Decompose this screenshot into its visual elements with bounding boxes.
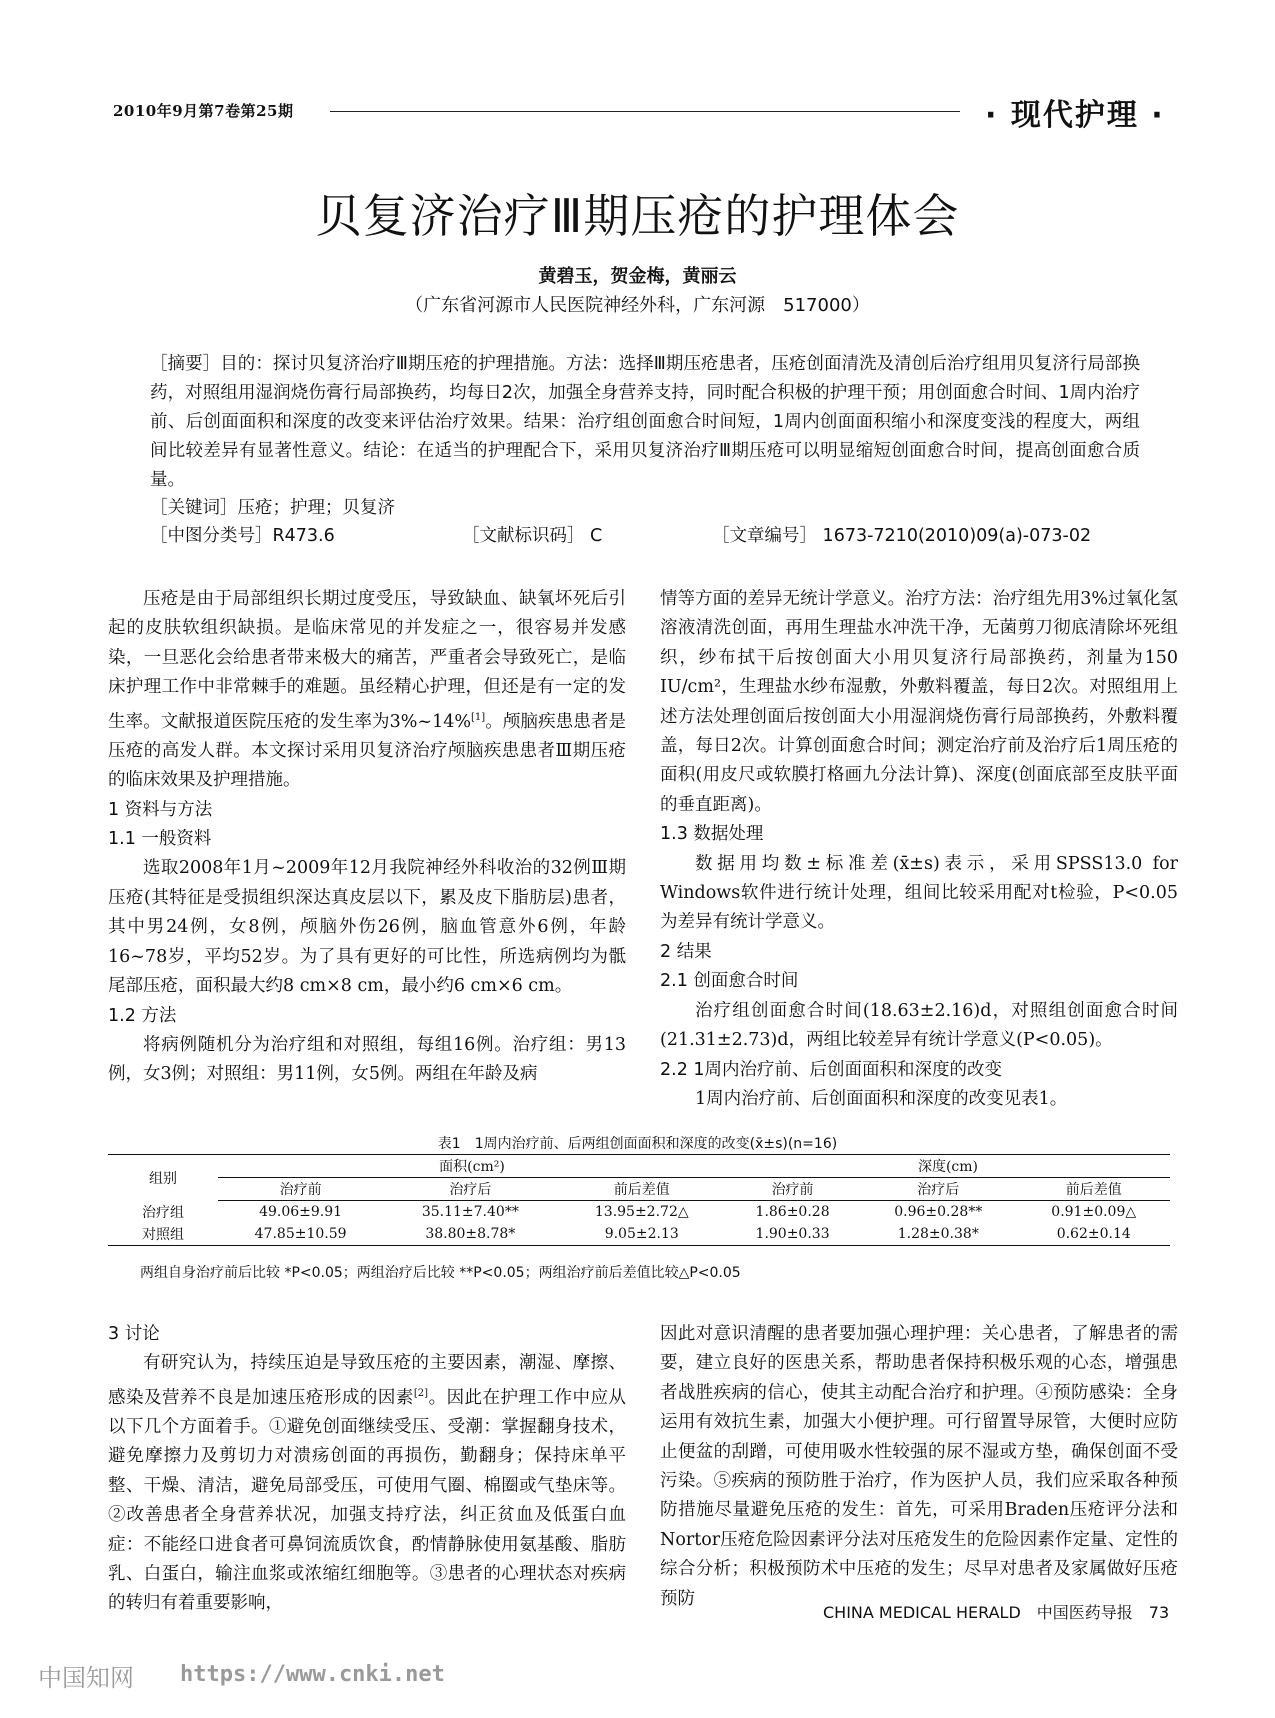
table-cell-group: 治疗组 [142,1204,184,1221]
table-row [108,1201,1170,1224]
paragraph-2-2: 1周内治疗前、后创面面积和深度的改变见表1。 [695,1088,1068,1109]
journal-name: · 现代护理 · [985,98,1165,133]
discussion-text: 有研究认为，持续压迫是导致压疮的主要因素，潮湿、摩擦、感染及营养不良是加速压疮形成的因素 [108,1353,626,1408]
table-cell: 13.95±2.72△ [594,1204,689,1220]
table-subheader: 治疗前 [218,1178,383,1201]
footer-journal-page: CHINA MEDICAL HERALD 中国医药导报 73 [823,1603,1170,1622]
table-cell: 0.96±0.28** [894,1204,983,1220]
table-header-area: 面积(cm²) [218,1155,726,1178]
paragraph-1-1: 选取2008年1月~2009年12月我院神经外科收治的32例Ⅲ期压疮(其特征是受损组织深达真皮层以下，累及皮下脂肪层)患者，其中男24例，女8例，颅脑外伤26例，脑血管意外6例，年龄16~78岁，平均52岁。为了具有更好的可比性，所选病例均为骶尾部压疮，面积最大约8 cm×8 cm，最小约6 cm×6 cm。 [108,858,626,997]
abstract: ［摘要］目的：探讨贝复济治疗Ⅲ期压疮的护理措施。方法：选择Ⅲ期压疮患者，压疮创面清洗及清创后治疗组用贝复济行局部换药，对照组用湿润烧伤膏行局部换药，均每日2次，加强全身营养支持，同时配合积极的护理干预；用创面愈合时间、1周内治疗前、后创面面积和深度的改变来评估治疗效果。结果：治疗组创面愈合时间短，1周内创面面积缩小和深度变浅的程度大，两组间比较差异有显著性意义。结论：在适当的护理配合下，采用贝复济治疗Ⅲ期压疮可以明显缩短创面愈合时间，提高创面愈合质量。 [150,354,1140,490]
cnki-watermark: 中国知网 [38,1664,134,1692]
issue-info: 2010年9月第7卷第25期 [113,102,294,120]
paragraph-1-2-cont: 情等方面的差异无统计学意义。治疗方法：治疗组先用3%过氧化氢溶液清洗创面，再用生理盐水冲洗干净，无菌剪刀彻底清除坏死组织，纱布拭干后按创面大小用贝复济行局部换药，剂量为150 IU/cm²，生理盐水纱布湿敷，外敷料覆盖，每日2次。对照组用上述方法处理创面后按创面大小用湿润烧伤膏行局部换药，外敷料覆盖，每日2次。计算创面愈合时间；测定治疗前及治疗后1周压疮的面积(用皮尺或软膜打格画九分法计算)、深度(创面底部至皮肤平面的垂直距离)。 [660,589,1178,815]
section-heading-3: 3 讨论 [108,1324,160,1344]
subsection-heading-1-2: 1.2 方法 [108,1005,177,1026]
subsection-heading-1-3: 1.3 数据处理 [660,824,764,845]
table-subheader: 前后差值 [1017,1178,1170,1201]
intro-text: 压疮是由于局部组织长期过度受压，导致缺血、缺氧坏死后引起的皮肤软组织缺损。是临床常见的并发症之一，很容易并发感染，一旦恶化会给患者带来极大的痛苦，严重者会导致死亡，是临床护理工作中非常棘手的难题。虽经精心护理，但还是有一定的发生率。文献报道医院压疮的发生率为3%~14% [108,589,626,732]
document-code: ［文献标识码］ C [462,526,603,546]
table-subheader: 治疗后 [383,1178,557,1201]
discussion-text-tail: 。因此在护理工作中应从以下几个方面着手。①避免创面继续受压、受潮：掌握翻身技术，避免摩擦力及剪切力对溃疡创面的再损伤，勤翻身；保持床单平整、干燥、清洁，避免局部受压，可使用气圈、棉圈或气垫床等。②改善患者全身营养状况，加强支持疗法，纠正贫血及低蛋白血症：不能经口进食者可鼻饲流质饮食，酌情静脉使用氨基酸、脂肪乳、白蛋白，输注血浆或浓缩红细胞等。③患者的心理状态对疾病的转归有着重要影响， [108,1387,627,1614]
table-subheader: 前后差值 [558,1178,727,1201]
table-cell: 49.06±9.91 [259,1204,343,1220]
paragraph-1-2: 将病例随机分为治疗组和对照组，每组16例。治疗组：男13例，女3例；对照组：男11例，女5例。两组在年龄及病 [108,1034,626,1085]
intro-paragraph [108,585,626,796]
table-caption: 表1 1周内治疗前、后两组创面面积和深度的改变(x̄±s)(n=16) [437,1136,838,1152]
citation-ref-1: [1] [471,711,486,723]
table-cell: 0.62±0.14 [1017,1223,1170,1246]
table-cell: 1.28±0.38* [859,1223,1017,1246]
clc-number: ［中图分类号］R473.6 [150,526,335,546]
table-cell: 47.85±10.59 [218,1223,383,1246]
paragraph-1-3: 数据用均数±标准差(x̄±s)表示，采用SPSS13.0 for Windows软件进行统计处理，组间比较采用配对t检验，P<0.05为差异有统计学意义。 [660,853,1178,933]
subsection-heading-1-1: 1.1 一般资料 [108,829,212,850]
intro-text-tail: 。颅脑疾患患者是压疮的高发人群。本文探讨采用贝复济治疗颅脑疾患患者Ⅲ期压疮的临床效果及护理措施。 [108,711,627,791]
paragraph-2-1: 治疗组创面愈合时间(18.63±2.16)d，对照组创面愈合时间(21.31±2.73)d，两组比较差异有统计学意义(P<0.05)。 [660,1000,1178,1051]
citation-ref-2: [2] [413,1387,429,1399]
section-heading-2: 2 结果 [660,941,712,962]
table-header-depth: 深度(cm) [726,1155,1170,1178]
table-cell: 0.91±0.09△ [1051,1204,1137,1220]
body-right-column [660,585,1178,1114]
cnki-watermark-url: https://www.cnki.net [180,1662,445,1687]
table-subheader: 治疗后 [859,1178,1017,1201]
table-note: 两组自身治疗前后比较 *P<0.05；两组治疗后比较 **P<0.05；两组治疗前后差值比较△P<0.05 [140,1265,741,1281]
table-row [108,1223,1170,1246]
table-cell: 35.11±7.40** [421,1204,519,1220]
table-subheader: 治疗前 [726,1178,859,1201]
table-cell: 9.05±2.13 [558,1223,727,1246]
section-heading-1: 1 资料与方法 [108,799,213,820]
article-authors: 黄碧玉，贺金梅，黄丽云 [538,266,737,287]
body-left-column [108,585,626,1090]
subsection-heading-2-1: 2.1 创面愈合时间 [660,971,799,992]
keywords: ［关键词］压疮；护理；贝复济 [150,498,395,518]
article-number: ［文章编号］ 1673-7210(2010)09(a)-073-02 [712,526,1092,546]
table-cell: 1.90±0.33 [726,1223,859,1246]
discussion-paragraph-cont: 因此对意识清醒的患者要加强心理护理：关心患者，了解患者的需要，建立良好的医患关系，帮助患者保持积极乐观的心态，增强患者战胜疾病的信心，使其主动配合治疗和护理。④预防感染：全身运用有效抗生素，加强大小便护理。可行留置导尿管，大便时应防止便盆的刮蹭，可使用吸水性较强的尿不湿或方垫，确保创面不受污染。⑤疾病的预防胜于治疗，作为医护人员，我们应采取各种预防措施尽量避免压疮的发生：首先，可采用Braden压疮评分法和Nortor压疮危险因素评分法对压疮发生的危险因素作定量、定性的综合分析；积极预防术中压疮的发生；尽早对患者及家属做好压疮预防 [660,1324,1178,1609]
table-header-group: 组别 [108,1155,218,1201]
results-table [108,1154,1170,1246]
subsection-heading-2-2: 2.2 1周内治疗前、后创面面积和深度的改变 [660,1059,1003,1080]
article-affiliation: （广东省河源市人民医院神经外科，广东河源 517000） [405,295,870,316]
discussion-paragraph [108,1349,626,1618]
table-cell-group: 对照组 [108,1223,218,1246]
table-cell: 38.80±8.78* [383,1223,557,1246]
discussion-left-column [108,1320,626,1619]
article-title: 贝复济治疗Ⅲ期压疮的护理体会 [315,189,960,243]
table-subheader-row [108,1178,1170,1201]
table-cell: 1.86±0.28 [755,1204,830,1220]
discussion-right-column [660,1320,1178,1614]
table-header-row [108,1155,1170,1178]
header-rule [330,111,960,112]
